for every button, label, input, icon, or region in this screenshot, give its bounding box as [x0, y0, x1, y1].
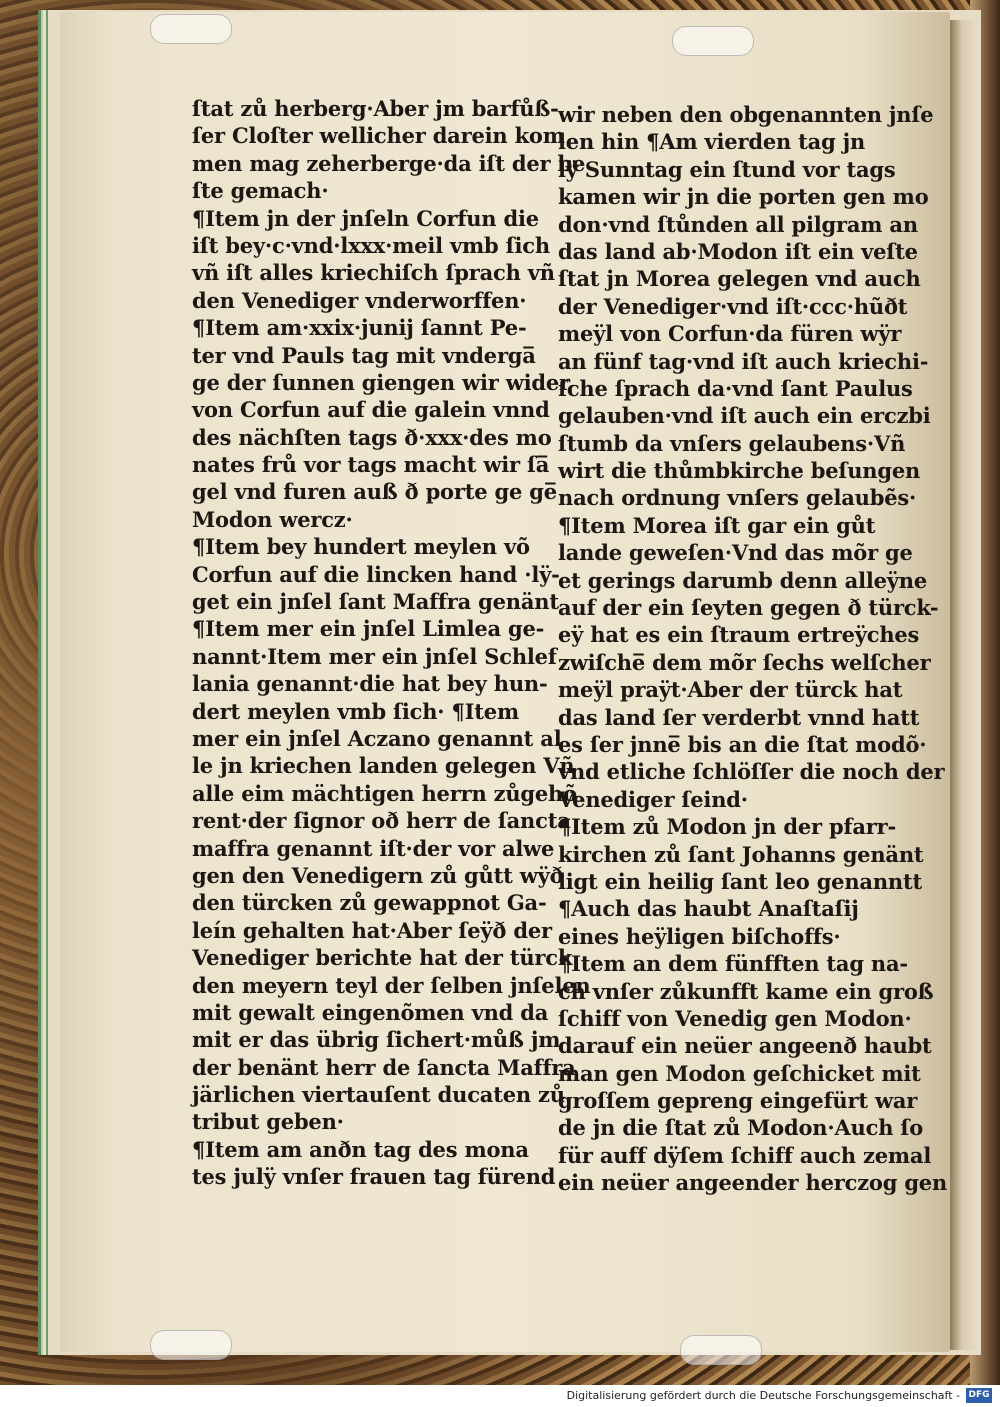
text-line: man gen Modon geſchicket mit	[558, 1060, 921, 1086]
text-line: der benänt herr de ſancta Maffra	[192, 1054, 576, 1080]
text-line: kamen wir jn die porten gen mo	[558, 184, 929, 210]
text-line: das land ſer verderbt vnnd hatt	[558, 704, 920, 730]
text-line: mit gewalt eingenõmen vnd da	[192, 999, 549, 1025]
text-line: Modon wercz·	[192, 506, 353, 532]
text-line: ¶Item an dem fünfften tag na-	[558, 951, 908, 977]
page-clip-top-left	[150, 14, 232, 44]
text-line: men mag zeherberge·da iſt der be	[192, 150, 586, 176]
text-line: et gerings darumb denn alleÿne	[558, 567, 928, 593]
footer-bar	[0, 1385, 1000, 1407]
text-line: ch vnſer zůkunfft kame ein groß	[558, 978, 934, 1004]
text-line: rent·der ſignor oð herr de ſancta	[192, 808, 571, 834]
text-line: darauf ein neüer angeenð haubt	[558, 1033, 932, 1059]
text-line: ¶Item bey hundert meylen võ	[192, 534, 530, 560]
text-line: den türcken zů gewappnot Ga-	[192, 890, 547, 916]
text-line: ter vnd Pauls tag mit vnderga̅	[192, 342, 536, 368]
text-line: ¶Auch das haubt Anaſtaſij	[558, 896, 859, 922]
text-line: meÿl von Corfun·da füren wÿr	[558, 321, 902, 347]
text-line: de jn die ſtat zů Modon·Auch ſo	[558, 1115, 924, 1141]
text-line: gen den Venedigern zů gůtt wÿð	[192, 862, 564, 888]
text-line: nannt·Item mer ein jnſel Schlef	[192, 643, 557, 669]
text-line: tribut geben·	[192, 1109, 344, 1135]
text-line: lania genannt·die hat bey hun-	[192, 671, 548, 697]
page-clip-top-right	[672, 26, 754, 56]
text-line: von Corfun auf die galein vnnd	[192, 397, 550, 423]
text-line: Venediger berichte hat der türck	[192, 945, 573, 971]
text-line: mer ein jnſel Aczano genannt al	[192, 725, 562, 751]
text-line: maffra genannt iſt·der vor alwe	[192, 835, 555, 861]
text-line: eines heÿligen biſchoffs·	[558, 923, 841, 949]
text-line: an fünf tag·vnd iſt auch kriechi-	[558, 348, 929, 374]
text-line: das land ab·Modon iſt ein veſte	[558, 238, 918, 264]
text-line: don·vnd ſtůnden all pilgram an	[558, 211, 918, 237]
text-line: ſche ſprach da·vnd ſant Paulus	[558, 375, 913, 401]
text-line: järlichen viertauſent ducaten zů	[192, 1082, 565, 1108]
text-line: eÿ hat es ein ſtraum ertreÿches	[558, 622, 920, 648]
text-line: ¶Item zů Modon jn der pfarr-	[558, 814, 896, 840]
text-line: alle eim mächtigen herrn zůgehõ	[192, 780, 577, 806]
text-line: get ein jnſel ſant Maffra genänt	[192, 589, 559, 615]
funding-notice: Digitalisierung gefördert durch die Deutsche Forschungsgemeinschaft -	[566, 1389, 960, 1402]
text-line: ge der ſunnen giengen wir wider	[192, 369, 570, 395]
text-line: ¶Item jn der jnſeln Corfun die	[192, 205, 539, 231]
text-line: für auff dÿſem ſchiff auch zemal	[558, 1142, 932, 1168]
text-line: ſtat jn Morea gelegen vnd auch	[558, 266, 921, 292]
text-line: iſt bey·c·vnd·lxxx·meil vmb ſich	[192, 232, 550, 258]
text-line: es ſer jnne̅ bis an die ſtat modõ·	[558, 731, 927, 757]
text-line: leín gehalten hat·Aber ſeÿð der	[192, 917, 552, 943]
text-line: ſte gemach·	[192, 178, 329, 204]
text-line: ligt ein heilig ſant leo genanntt	[558, 868, 922, 894]
text-line: tes julÿ vnſer frauen tag fürend	[192, 1164, 556, 1190]
text-line: ein neüer angeender herczog gen	[558, 1170, 948, 1196]
text-column-left	[192, 95, 591, 1191]
facing-page-edge	[950, 20, 980, 1350]
text-line: nach ordnung vnſers gelaubẽs·	[558, 485, 917, 511]
text-line: nates frů vor tags macht wir ſa̅	[192, 452, 550, 478]
text-line: ¶Item Morea iſt gar ein gůt	[558, 512, 876, 538]
text-line: lande geweſen·Vnd das mõr ge	[558, 540, 913, 566]
dfg-logo: DFG	[966, 1388, 992, 1403]
text-line: auf der ein ſeyten gegen ð türck-	[558, 595, 939, 621]
text-line: mit er das übrig ſichert·můß jm	[192, 1027, 561, 1053]
text-line: meÿl praÿt·Aber der türck hat	[558, 677, 903, 703]
text-line: den meyern teyl der ſelben jnſelen	[192, 972, 591, 998]
text-line: ſtumb da vnſers gelaubens·Vñ	[558, 430, 906, 456]
text-line: ſtat zů herberg·Aber jm barfůß-	[192, 96, 559, 121]
text-line: gelauben·vnd iſt auch ein erczbi	[558, 403, 931, 429]
text-line: der Venediger·vnd iſt·ccc·hũðt	[558, 293, 908, 319]
text-line: gel vnd furen auß ð porte ge ge̅	[192, 479, 557, 505]
text-line: zwiſche̅ dem mõr ſechs welſcher	[558, 649, 931, 675]
page-clip-bottom-left	[150, 1330, 232, 1360]
text-line: vñ iſt alles kriechiſch ſprach vñ	[192, 260, 555, 286]
text-line: kirchen zů ſant Johanns genänt	[558, 841, 924, 867]
text-line: Corfun auf die lincken hand ·lÿ-	[192, 561, 560, 587]
text-line: ¶Item am·xxix·junij ſannt Pe-	[192, 315, 527, 341]
text-line: lÿ Sunntag ein ſtund vor tags	[558, 156, 896, 182]
text-line: ¶Item am anðn tag des mona	[192, 1136, 529, 1162]
text-line: ſer Cloſter wellicher darein kom	[192, 123, 565, 149]
text-line: groſſem gepreng eingefürt war	[558, 1088, 918, 1114]
text-line: ¶Item mer ein jnſel Limlea ge-	[192, 616, 545, 642]
text-line: des nächſten tags ð·xxx·des mo	[192, 424, 552, 450]
text-line: len hin ¶Am vierden tag jn	[558, 129, 866, 155]
text-line: den Venediger vnderworffen·	[192, 287, 527, 313]
text-line: vnd etliche ſchlöſſer die noch der	[558, 759, 945, 785]
text-line: Venediger ſeind·	[558, 786, 748, 812]
text-line: dert meylen vmb ſich· ¶Item	[192, 698, 519, 724]
text-line: wirt die thůmbkirche beſungen	[558, 458, 921, 484]
page-clip-bottom-right	[680, 1335, 762, 1365]
text-line: wir neben den obgenannten jnſe	[558, 102, 934, 127]
text-line: le jn kriechen landen gelegen Vñ	[192, 753, 575, 779]
text-line: ſchiff von Venedig gen Modon·	[558, 1005, 912, 1031]
text-column-right	[558, 101, 948, 1197]
